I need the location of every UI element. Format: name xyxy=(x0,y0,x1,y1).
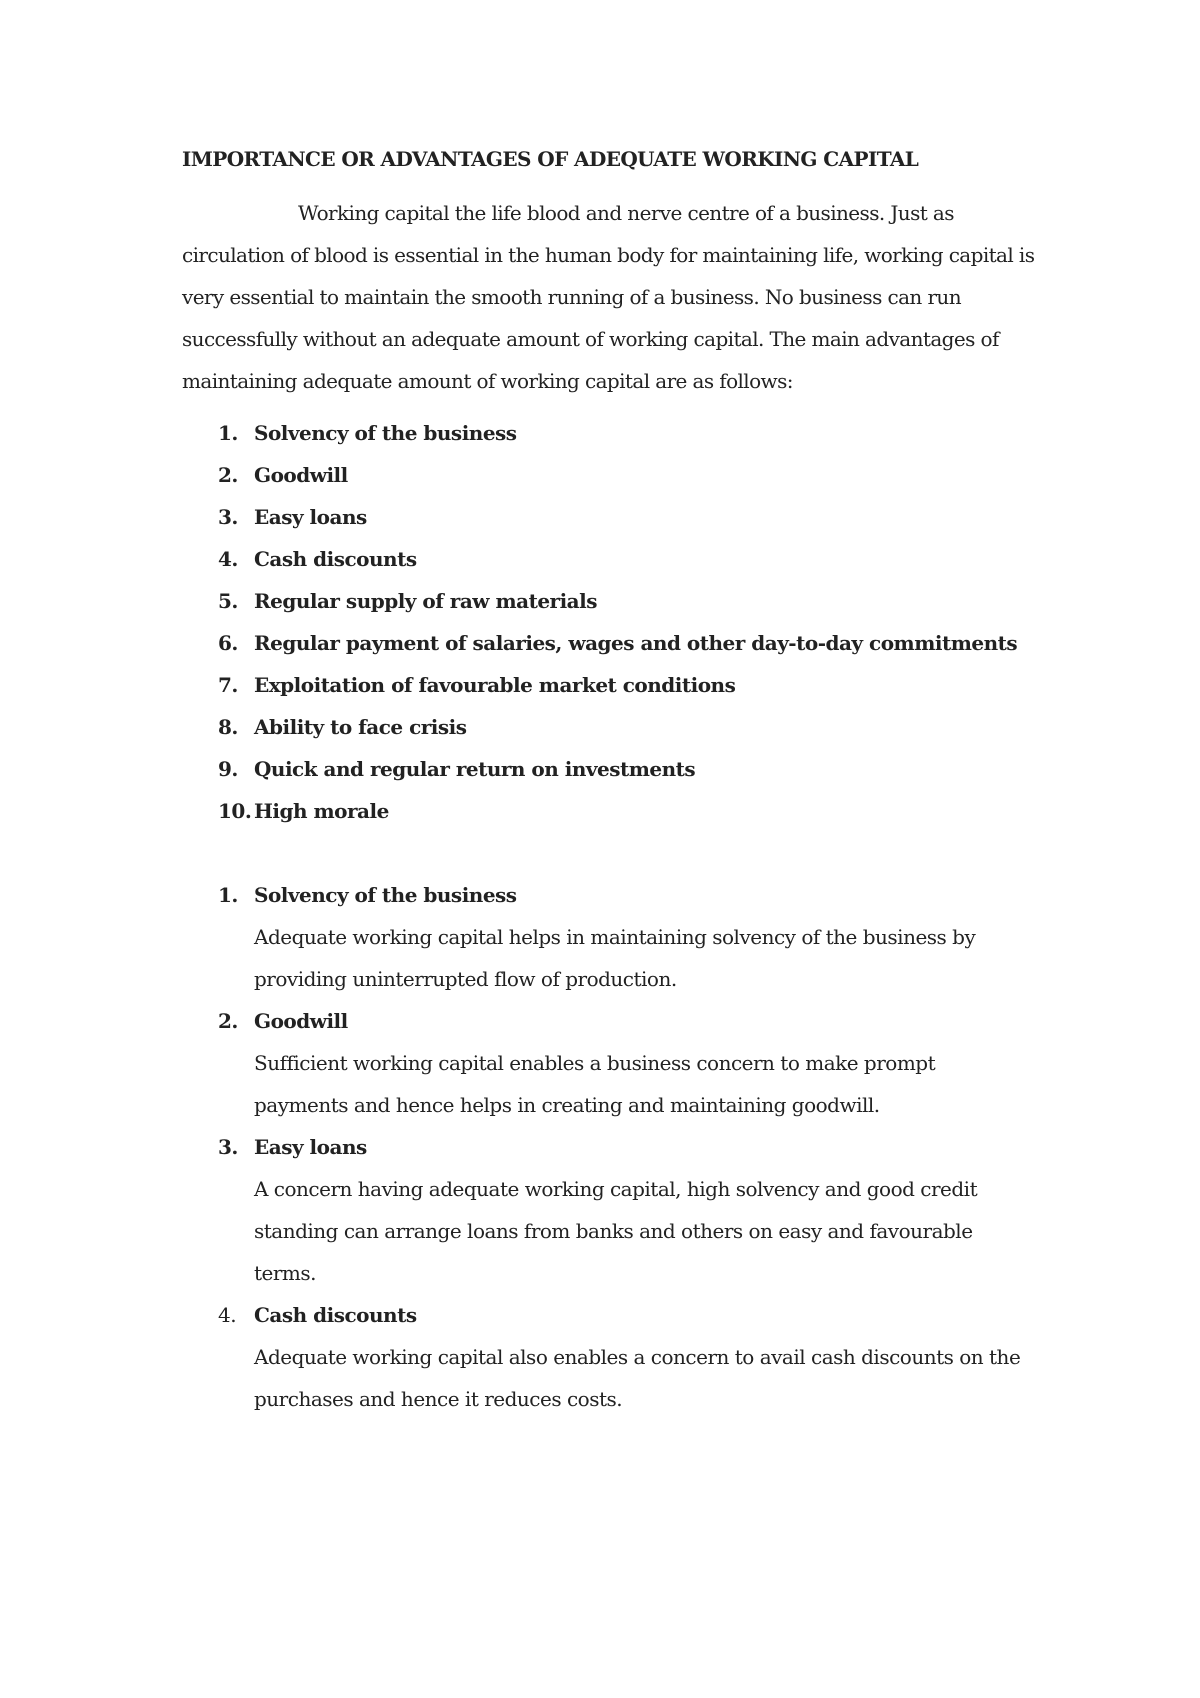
list-item-label: Ability to face crisis xyxy=(254,715,467,739)
detail-item xyxy=(182,1000,1062,1126)
list-item-label: Regular payment of salaries, wages and other day-to-day commitments xyxy=(254,631,1018,655)
list-item-label: Solvency of the business xyxy=(254,421,517,445)
list-item xyxy=(182,748,1062,790)
document-page xyxy=(182,142,1062,1420)
list-number: 7. xyxy=(218,673,238,697)
list-item-label: Quick and regular return on investments xyxy=(254,757,696,781)
list-number: 5. xyxy=(218,589,238,613)
detail-heading: Cash discounts xyxy=(254,1303,417,1327)
advantages-details-list xyxy=(182,874,1062,1420)
list-item xyxy=(182,454,1062,496)
list-item xyxy=(182,538,1062,580)
detail-heading: Goodwill xyxy=(254,1009,348,1033)
detail-item xyxy=(182,1294,1062,1420)
detail-number: 2. xyxy=(218,1009,238,1033)
list-item-label: Exploitation of favourable market conditions xyxy=(254,673,736,697)
detail-heading: Easy loans xyxy=(254,1135,367,1159)
list-item xyxy=(182,496,1062,538)
detail-text: Sufficient working capital enables a business concern to make prompt payments and hence helps in creating and maintaining goodwill. xyxy=(254,1051,936,1117)
detail-number: 4. xyxy=(218,1303,237,1327)
list-item xyxy=(182,622,1062,664)
detail-item xyxy=(182,1126,1062,1294)
document-title: IMPORTANCE OR ADVANTAGES OF ADEQUATE WORKING CAPITAL xyxy=(182,147,919,171)
list-number: 1. xyxy=(218,421,238,445)
list-item xyxy=(182,580,1062,622)
detail-text: Adequate working capital helps in maintaining solvency of the business by providing uninterrupted flow of production. xyxy=(254,925,976,991)
list-item-label: Cash discounts xyxy=(254,547,417,571)
list-number: 2. xyxy=(218,463,238,487)
list-number: 10. xyxy=(218,799,252,823)
detail-item xyxy=(182,874,1062,1000)
list-number: 8. xyxy=(218,715,238,739)
intro-paragraph: Working capital the life blood and nerve centre of a business. Just as circulation of blood is essential in the human body for maintaining life, working capital is very essential to maintain the smooth running of a business. No business can run successfully without an adequate amount of working capital. The main advantages of maintaining adequate amount of working capital are as follows: xyxy=(182,201,1035,393)
advantages-list xyxy=(182,412,1062,832)
list-number: 4. xyxy=(218,547,238,571)
list-item-label: Easy loans xyxy=(254,505,367,529)
detail-text: A concern having adequate working capital, high solvency and good credit standing can arrange loans from banks and others on easy and favourable terms. xyxy=(254,1177,978,1285)
list-item xyxy=(182,412,1062,454)
list-number: 9. xyxy=(218,757,238,781)
list-item-label: High morale xyxy=(254,799,389,823)
list-number: 3. xyxy=(218,505,238,529)
detail-number: 3. xyxy=(218,1135,238,1159)
list-item xyxy=(182,664,1062,706)
list-item xyxy=(182,790,1062,832)
list-number: 6. xyxy=(218,631,238,655)
list-item-label: Regular supply of raw materials xyxy=(254,589,597,613)
list-item-label: Goodwill xyxy=(254,463,348,487)
detail-number: 1. xyxy=(218,883,238,907)
detail-heading: Solvency of the business xyxy=(254,883,517,907)
detail-text: Adequate working capital also enables a concern to avail cash discounts on the purchases and hence it reduces costs. xyxy=(254,1345,1021,1411)
list-item xyxy=(182,706,1062,748)
